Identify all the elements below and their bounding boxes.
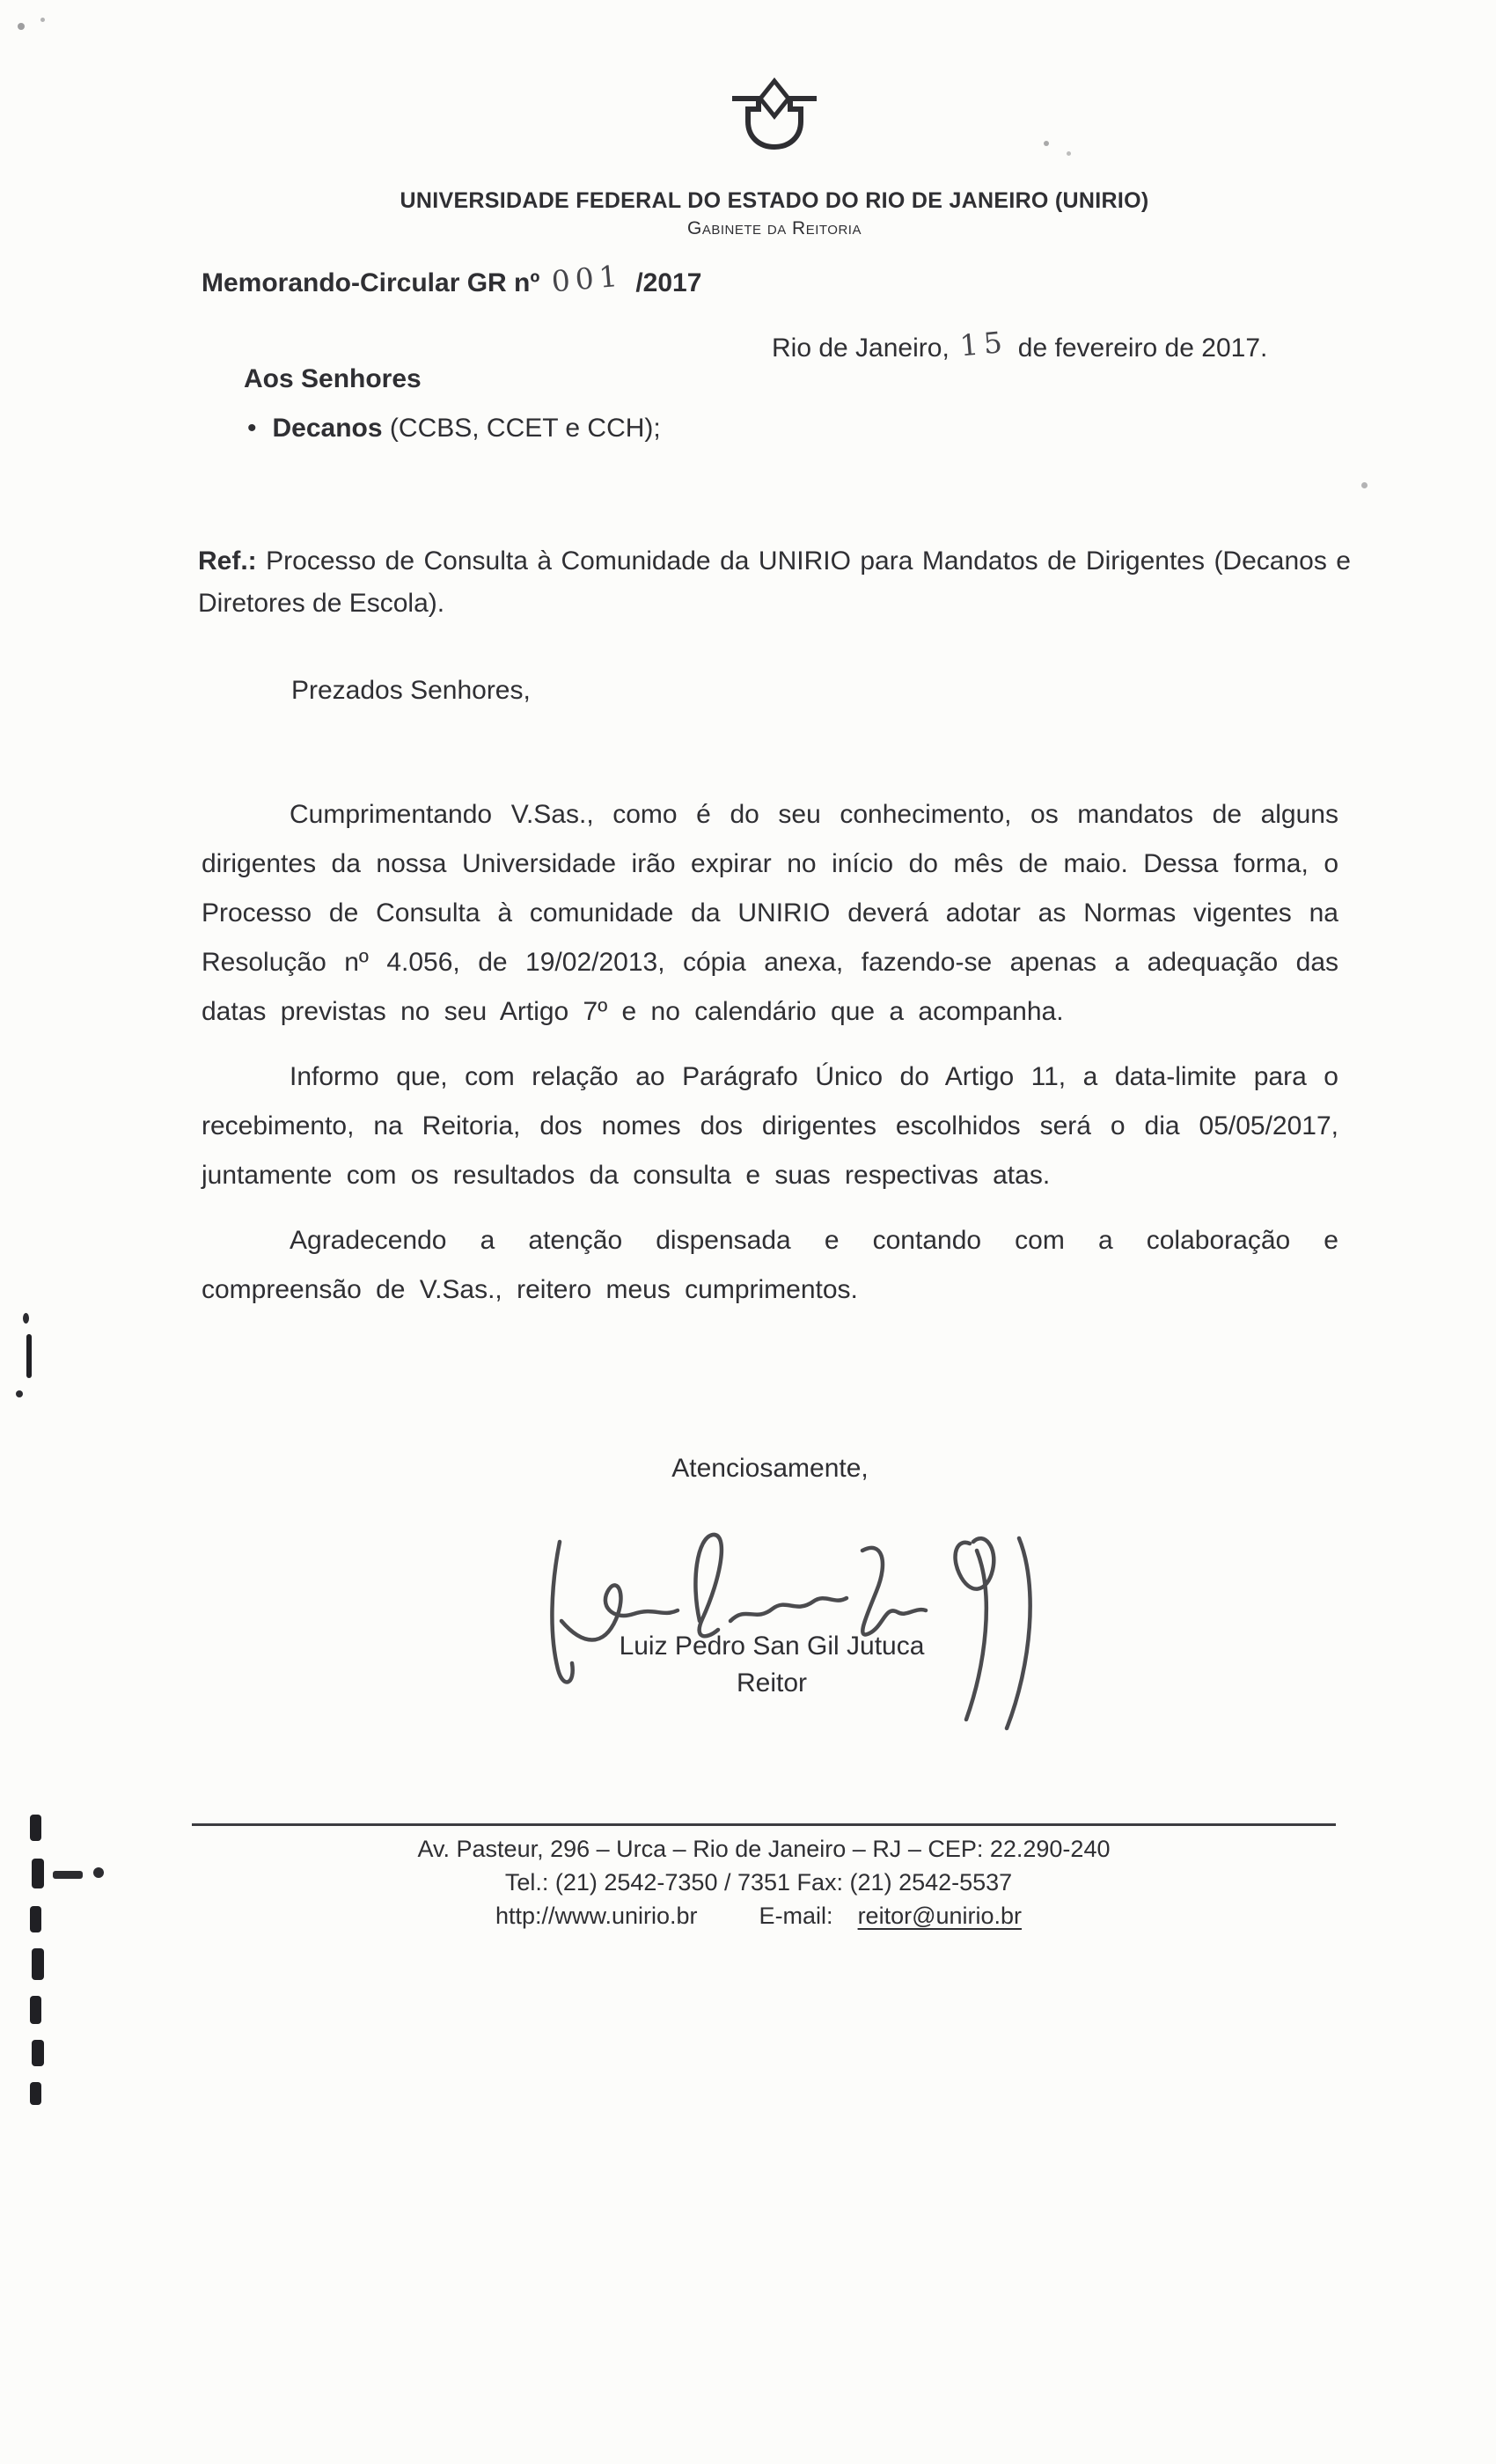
scan-speck	[40, 18, 45, 22]
date-suffix: de fevereiro de 2017.	[1017, 334, 1268, 363]
signature-ink-icon	[537, 1489, 1091, 1744]
footer-email: reitor@unirio.br	[857, 1903, 1023, 1929]
date-prefix: Rio de Janeiro,	[772, 334, 950, 363]
bullet-glyph: •	[247, 414, 257, 443]
reference-text: Processo de Consulta à Comunidade da UNIRIO para Mandatos de Dirigentes (Decanos e Diretores de Escola).	[198, 546, 1351, 618]
signer-name: Luiz Pedro San Gil Jutuca	[619, 1632, 925, 1661]
university-name: UNIVERSIDADE FEDERAL DO ESTADO DO RIO DE JANEIRO (UNIRIO)	[400, 188, 1149, 213]
paragraph: Cumprimentando V.Sas., como é do seu conhecimento, os mandatos de alguns dirigentes da nossa Universidade irão expirar no início do mês de maio. Dessa forma, o Processo de Consulta à comunidade da UNIRIO deverá adotar as Normas vigentes na Resolução nº 4.056, de 19/02/2013, cópia anexa, fazendo-se apenas a adequação das datas previstas no seu Artigo 7º e no calendário que a acompanha.	[202, 800, 1338, 1026]
scan-mark	[53, 1871, 83, 1879]
signer-title: Reitor	[736, 1668, 808, 1698]
reference-label: Ref.:	[198, 546, 257, 576]
memo-number-handwritten: 001	[550, 258, 625, 299]
unirio-logo-icon	[722, 76, 827, 164]
scan-mark	[32, 1948, 44, 1980]
recipient-rest: (CCBS, CCET e CCH);	[382, 414, 661, 443]
footer-divider	[192, 1823, 1336, 1826]
paragraph: Agradecendo a atenção dispensada e contando com a colaboração e compreensão de V.Sas., reitero meus cumprimentos.	[202, 1226, 1338, 1304]
footer-email-label: E-mail:	[759, 1903, 833, 1929]
recipients-salutation: Aos Senhores	[244, 364, 422, 393]
scan-mark	[30, 2082, 41, 2105]
date-line	[772, 324, 1268, 363]
scan-speck	[16, 1390, 23, 1397]
scan-speck	[1361, 482, 1368, 488]
greeting: Prezados Senhores,	[291, 676, 531, 705]
footer-phones: Tel.: (21) 2542-7350 / 7351 Fax: (21) 2542-5537	[504, 1869, 1013, 1896]
footer-contacts	[495, 1903, 1022, 1930]
recipient-bold: Decanos	[272, 414, 383, 443]
scan-speck	[93, 1867, 104, 1878]
footer-email-group	[759, 1903, 1022, 1930]
scan-mark	[32, 1859, 44, 1888]
memo-number-line	[202, 258, 702, 299]
scan-mark	[26, 1334, 32, 1378]
scan-mark	[30, 1815, 41, 1841]
unirio-logo	[722, 76, 827, 168]
recipient-item	[247, 414, 661, 444]
closing: Atenciosamente,	[671, 1454, 869, 1483]
footer-address: Av. Pasteur, 296 – Urca – Rio de Janeiro – RJ – CEP: 22.290-240	[417, 1836, 1111, 1862]
scan-speck	[18, 23, 25, 30]
signature-scribble	[537, 1489, 1091, 1749]
scan-speck	[1044, 141, 1049, 146]
footer-website: http://www.unirio.br	[495, 1903, 698, 1929]
body-paragraphs	[202, 790, 1338, 1331]
scan-speck	[1067, 151, 1071, 156]
paragraph: Informo que, com relação ao Parágrafo Único do Artigo 11, a data-limite para o recebimento, na Reitoria, dos nomes dos dirigentes escolhidos será o dia 05/05/2017, juntamente com os resultados da consulta e suas respectivas atas.	[202, 1062, 1338, 1190]
scan-speck	[23, 1313, 29, 1324]
memo-label: Memorando-Circular GR nº	[202, 268, 540, 297]
memo-year: /2017	[635, 268, 702, 297]
date-day-handwritten: 15	[957, 324, 1009, 363]
recipient-text	[273, 414, 661, 444]
office-name: Gabinete da Reitoria	[687, 218, 862, 238]
scan-mark	[32, 2040, 44, 2066]
reference-block	[198, 540, 1351, 625]
scan-mark	[30, 1906, 41, 1932]
scan-mark	[30, 1996, 41, 2024]
